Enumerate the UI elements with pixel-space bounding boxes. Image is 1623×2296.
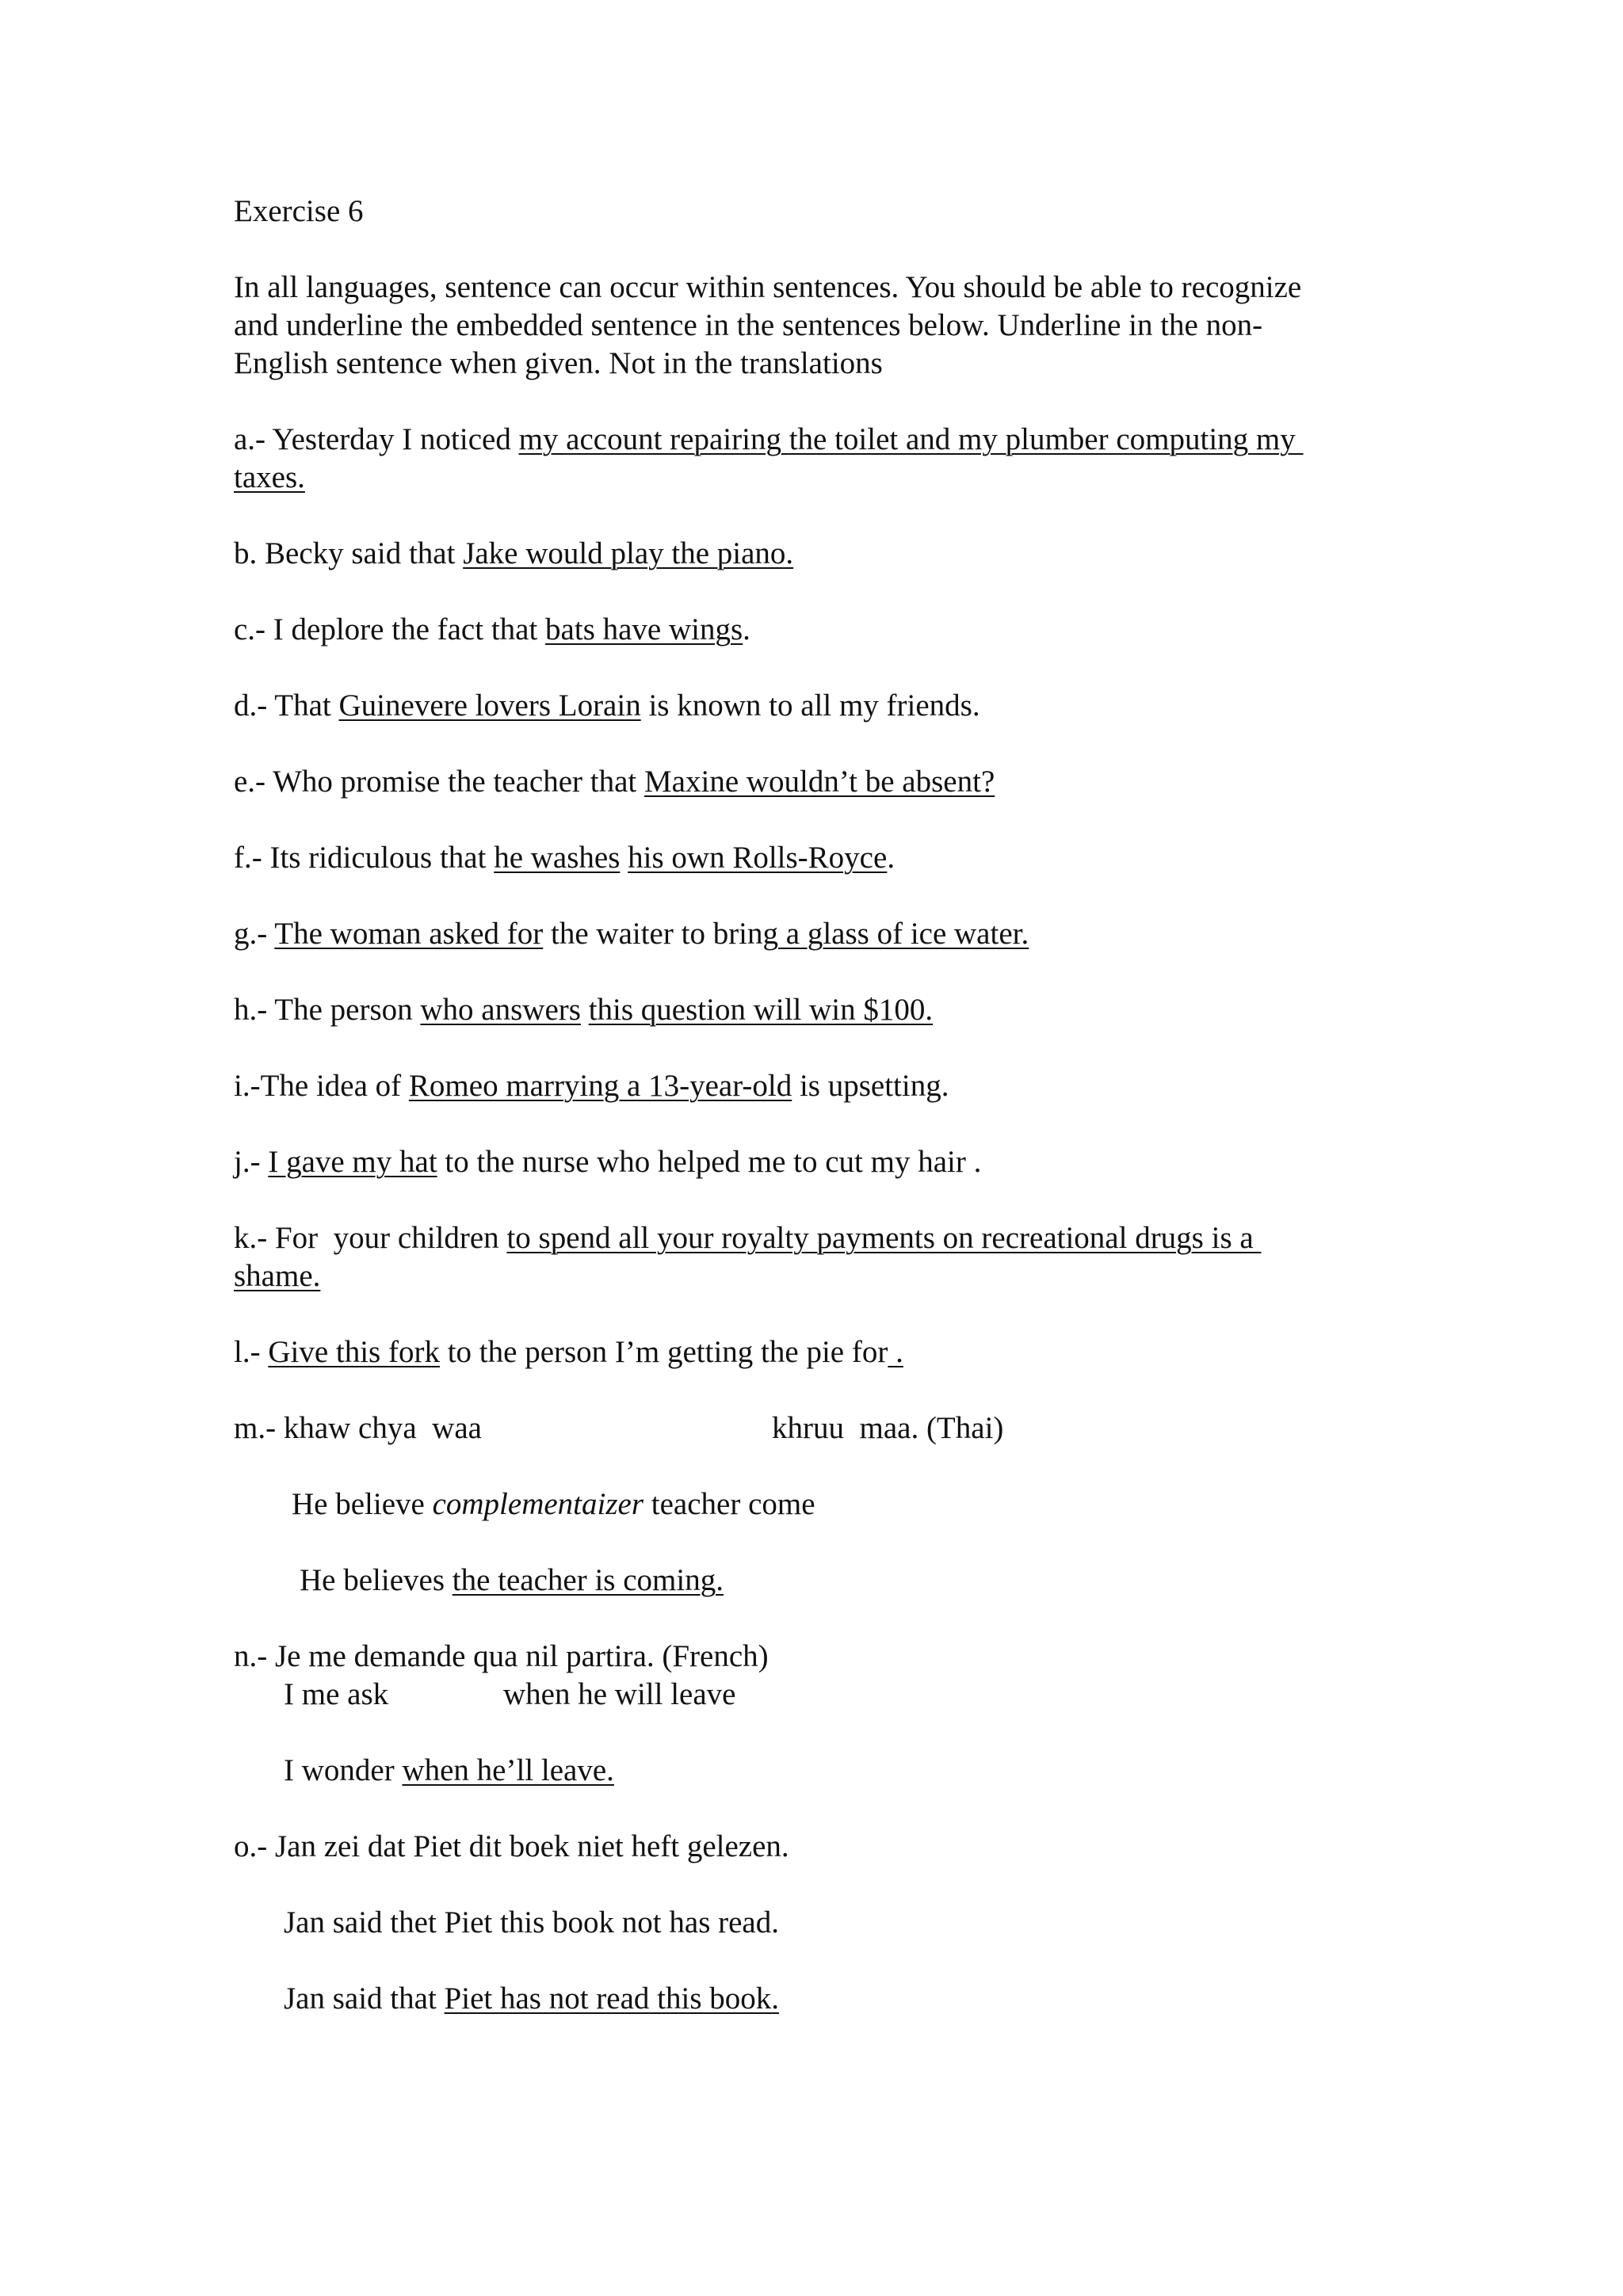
sentence-line	[234, 535, 793, 573]
sentence-line	[234, 1143, 981, 1181]
thai-sentence-part-2	[772, 1409, 1003, 1447]
underlined-embedded-clause: Jake would play the piano.	[463, 536, 794, 570]
sentence-text: m.- khaw chya waa	[234, 1411, 482, 1445]
sentence-text: e.- Who promise the teacher that	[234, 765, 644, 799]
sentence-text	[581, 993, 589, 1027]
sentence-line	[234, 421, 1304, 459]
translation-line	[300, 1562, 724, 1600]
gloss-line-part-1	[284, 1676, 388, 1714]
italic-gloss-term: complementaizer	[432, 1487, 644, 1521]
underlined-embedded-clause: .	[888, 1335, 903, 1369]
sentence-line	[234, 1257, 320, 1295]
gloss-line-part-2	[503, 1676, 735, 1714]
exercise-title: Exercise 6	[234, 194, 364, 228]
sentence-text: h.- The person	[234, 993, 421, 1027]
sentence-text: Jan said thet Piet this book not has read.	[284, 1905, 779, 1939]
french-sentence	[234, 1638, 769, 1676]
sentence-text: f.- Its ridiculous that	[234, 841, 495, 875]
translation-line	[284, 1980, 779, 2018]
sentence-line	[234, 839, 895, 877]
underlined-embedded-clause: a glass of ice water.	[778, 917, 1029, 951]
sentence-text: .	[887, 841, 896, 875]
sentence-text: I wonder	[284, 1753, 403, 1787]
sentence-text: when he will leave	[503, 1677, 736, 1711]
sentence-text: is upsetting.	[792, 1069, 949, 1103]
underlined-embedded-clause: taxes.	[234, 460, 305, 494]
sentence-text: teacher come	[643, 1487, 815, 1521]
underlined-embedded-clause: to spend all your royalty payments on recreational drugs is a	[506, 1221, 1262, 1255]
instructions-line: In all languages, sentence can occur within sentences. You should be able to recognize	[234, 270, 1302, 304]
sentence-line	[234, 1219, 1261, 1257]
sentence-text: a.- Yesterday I noticed	[234, 422, 519, 456]
sentence-text: He believes	[300, 1563, 453, 1597]
sentence-text: i.-The idea of	[234, 1069, 409, 1103]
sentence-text: Jan said that	[284, 1981, 445, 2016]
sentence-text: to the person I’m getting the pie for	[439, 1335, 888, 1369]
sentence-text: o.- Jan zei dat Piet dit boek niet heft gelezen.	[234, 1829, 789, 1863]
underlined-embedded-clause: shame.	[234, 1259, 321, 1293]
underlined-embedded-clause: when he’ll leave.	[402, 1753, 614, 1787]
sentence-line	[234, 611, 750, 649]
dutch-sentence	[234, 1828, 789, 1866]
instructions-line: and underline the embedded sentence in the sentences below. Underline in the non-	[234, 308, 1263, 342]
sentence-text: I me ask	[284, 1677, 389, 1711]
sentence-line	[234, 991, 933, 1029]
underlined-embedded-clause: Romeo marrying a 13-year-old	[408, 1069, 792, 1103]
sentence-text: .	[743, 612, 750, 646]
sentence-text: d.- That	[234, 688, 339, 723]
sentence-text: khruu maa. (Thai)	[772, 1411, 1004, 1445]
sentence-text: k.- For your children	[234, 1221, 507, 1255]
sentence-text: l.-	[234, 1335, 269, 1369]
underlined-embedded-clause: the teacher is coming.	[452, 1563, 724, 1597]
sentence-text: g.-	[234, 917, 275, 951]
underlined-embedded-clause: bats have wings	[545, 612, 743, 646]
underlined-embedded-clause: this question will win $100.	[588, 993, 934, 1027]
underlined-embedded-clause: my account repairing the toilet and my plumber computing my	[518, 422, 1304, 456]
sentence-line	[234, 1333, 903, 1371]
sentence-line	[234, 915, 1029, 953]
translation-line	[284, 1752, 614, 1790]
underlined-embedded-clause: The woman asked for	[274, 917, 544, 951]
underlined-embedded-clause: who answers	[420, 993, 581, 1027]
underlined-embedded-clause: his own Rolls-Royce	[628, 841, 888, 875]
sentence-text: is known to all my friends.	[640, 688, 980, 723]
gloss-line	[292, 1486, 815, 1524]
thai-sentence-part-1	[234, 1409, 482, 1447]
underlined-embedded-clause: Piet has not read this book.	[444, 1981, 779, 2016]
underlined-embedded-clause: I gave my hat	[268, 1145, 437, 1179]
gloss-line	[284, 1904, 779, 1942]
underlined-embedded-clause: he washes	[494, 841, 621, 875]
sentence-line	[234, 687, 980, 725]
sentence-line	[234, 763, 995, 801]
sentence-text: c.- I deplore the fact that	[234, 612, 546, 646]
sentence-text: j.-	[234, 1145, 269, 1179]
sentence-text: to the nurse who helped me to cut my hair .	[437, 1145, 982, 1179]
sentence-text: He believe	[292, 1487, 433, 1521]
sentence-line	[234, 459, 305, 497]
underlined-embedded-clause: Guinevere lovers Lorain	[338, 688, 641, 723]
sentence-text: b. Becky said that	[234, 536, 464, 570]
sentence-text	[620, 841, 628, 875]
sentence-text: the waiter to bring	[543, 917, 779, 951]
underlined-embedded-clause: Maxine wouldn’t be absent?	[644, 765, 995, 799]
instructions-line: English sentence when given. Not in the translations	[234, 346, 883, 380]
sentence-text: n.- Je me demande qua nil partira. (French)	[234, 1639, 769, 1673]
sentence-line	[234, 1067, 949, 1105]
underlined-embedded-clause: Give this fork	[268, 1335, 440, 1369]
